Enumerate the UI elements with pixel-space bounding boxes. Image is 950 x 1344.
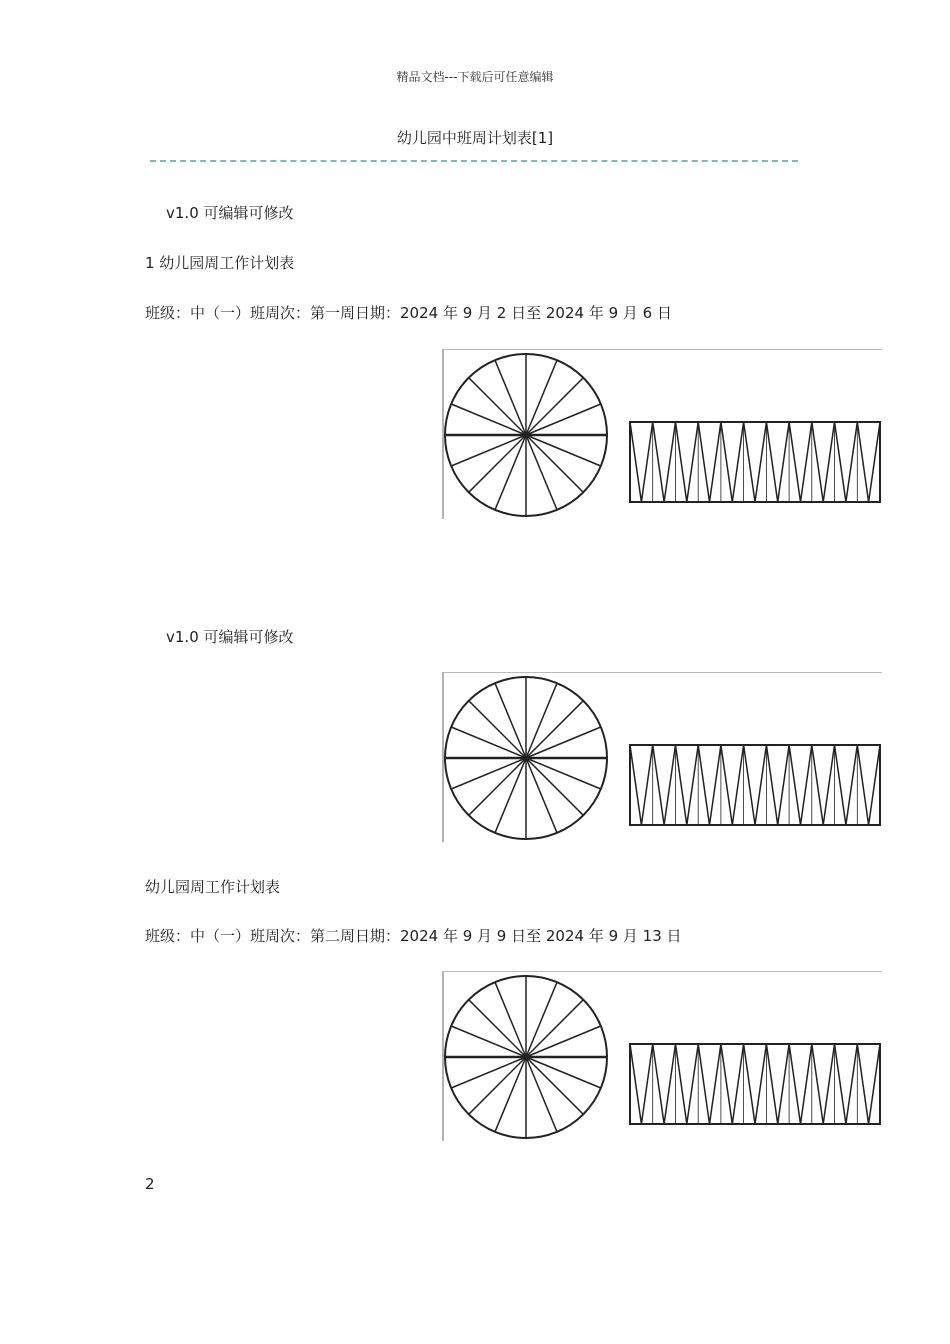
placeholder-graphic-icon [442, 971, 882, 1141]
version-note: v1.0 可编辑可修改 [166, 628, 294, 646]
page-number: 2 [145, 1175, 155, 1193]
week-info: 班级：中（一）班周次：第一周日期：2024 年 9 月 2 日至 2024 年 9 月 6 日 [145, 304, 672, 322]
placeholder-figure-3 [442, 971, 882, 1141]
placeholder-graphic-icon [442, 349, 882, 519]
title-dashed-rule [150, 160, 798, 162]
placeholder-figure-2 [442, 672, 882, 842]
week-info: 班级：中（一）班周次：第二周日期：2024 年 9 月 9 日至 2024 年 9 月 13 日 [145, 927, 682, 945]
section-heading: 幼儿园周工作计划表 [145, 878, 281, 896]
page-header: 精品文档---下载后可任意编辑 [396, 70, 554, 84]
placeholder-figure-1 [442, 349, 882, 519]
document-title: 幼儿园中班周计划表[1] [396, 129, 554, 147]
section-heading: 1 幼儿园周工作计划表 [145, 254, 295, 272]
placeholder-graphic-icon [442, 672, 882, 842]
version-note: v1.0 可编辑可修改 [166, 204, 294, 222]
